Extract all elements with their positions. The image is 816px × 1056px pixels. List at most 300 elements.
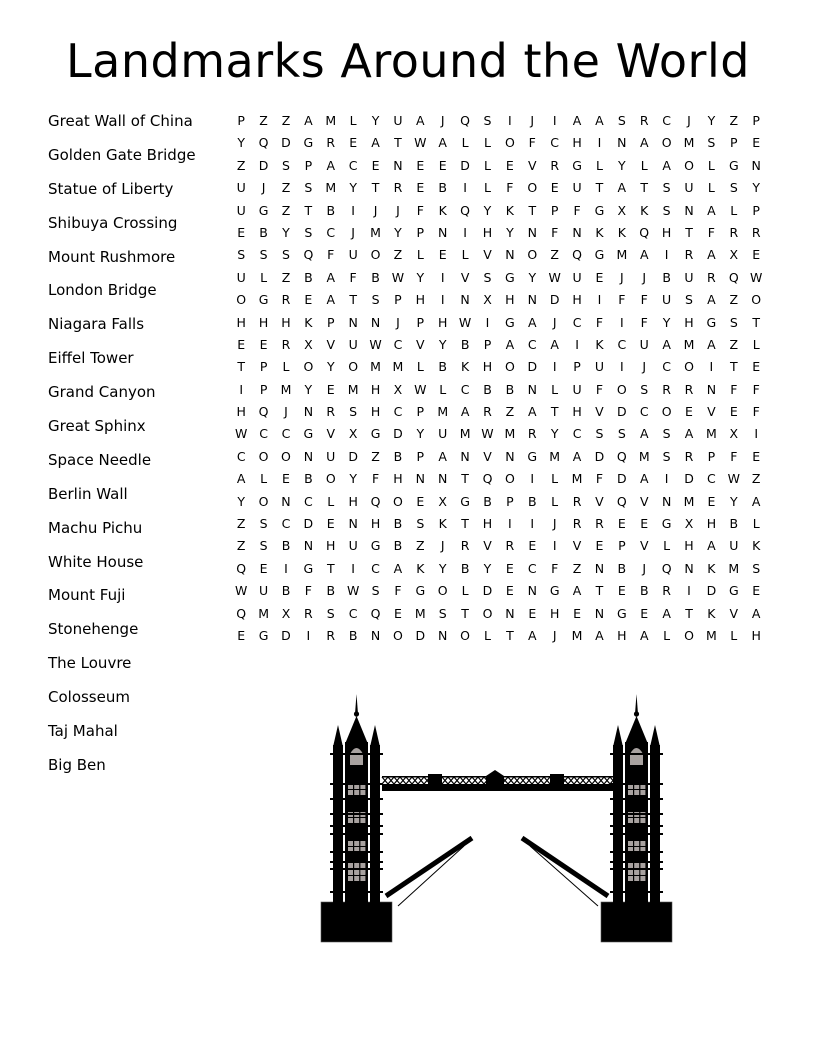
grid-cell[interactable]: B [326, 583, 336, 599]
grid-cell[interactable]: E [685, 404, 693, 420]
grid-cell[interactable]: H [661, 224, 672, 240]
grid-cell[interactable]: N [348, 516, 358, 532]
grid-cell[interactable]: I [485, 314, 490, 330]
grid-cell[interactable]: W [391, 269, 405, 285]
grid-cell[interactable]: C [348, 157, 358, 173]
grid-cell[interactable]: U [594, 359, 605, 375]
grid-cell[interactable]: F [752, 404, 760, 420]
grid-cell[interactable]: O [616, 381, 627, 397]
grid-cell[interactable]: W [369, 336, 382, 352]
grid-cell[interactable]: R [281, 336, 291, 352]
grid-cell[interactable]: C [281, 516, 291, 532]
grid-cell[interactable]: B [438, 180, 447, 196]
grid-cell[interactable]: R [281, 292, 291, 308]
grid-cell[interactable]: K [707, 560, 716, 576]
grid-cell[interactable]: V [639, 493, 649, 509]
grid-cell[interactable]: W [414, 381, 427, 397]
grid-cell[interactable]: A [460, 404, 470, 420]
grid-cell[interactable]: P [506, 493, 514, 509]
grid-cell[interactable]: Q [572, 247, 582, 263]
grid-cell[interactable]: K [640, 202, 649, 218]
grid-cell[interactable]: G [572, 157, 582, 173]
grid-cell[interactable]: A [707, 538, 716, 554]
grid-cell[interactable]: A [707, 336, 716, 352]
grid-cell[interactable]: B [729, 516, 739, 532]
grid-cell[interactable]: T [528, 202, 537, 218]
grid-cell[interactable]: T [326, 560, 335, 576]
grid-cell[interactable]: D [258, 157, 269, 173]
grid-cell[interactable]: U [572, 381, 582, 397]
grid-cell[interactable]: E [752, 359, 761, 375]
grid-cell[interactable]: Q [728, 269, 739, 285]
grid-cell[interactable]: G [728, 583, 739, 599]
grid-cell[interactable]: D [460, 157, 470, 173]
grid-cell[interactable]: L [663, 627, 671, 643]
grid-cell[interactable]: D [617, 404, 627, 420]
grid-cell[interactable]: G [706, 314, 717, 330]
grid-cell[interactable]: A [639, 426, 649, 442]
grid-cell[interactable]: S [282, 157, 290, 173]
grid-cell[interactable]: H [415, 292, 426, 308]
grid-cell[interactable]: B [281, 583, 291, 599]
grid-cell[interactable]: T [506, 627, 514, 643]
grid-cell[interactable]: Z [236, 157, 246, 173]
grid-cell[interactable]: K [595, 336, 604, 352]
grid-cell[interactable]: X [281, 605, 291, 621]
grid-cell[interactable]: B [371, 269, 380, 285]
grid-cell[interactable]: D [281, 627, 291, 643]
grid-cell[interactable]: S [595, 426, 604, 442]
grid-cell[interactable]: Z [236, 538, 246, 554]
grid-cell[interactable]: X [729, 426, 739, 442]
grid-cell[interactable]: U [348, 538, 358, 554]
grid-cell[interactable]: L [752, 336, 760, 352]
grid-cell[interactable]: A [550, 336, 559, 352]
grid-cell[interactable]: Y [349, 471, 357, 487]
grid-cell[interactable]: D [549, 292, 560, 308]
grid-cell[interactable]: L [663, 538, 671, 554]
grid-cell[interactable]: A [751, 605, 761, 621]
grid-cell[interactable]: A [595, 113, 604, 128]
grid-cell[interactable]: J [642, 560, 647, 576]
grid-cell[interactable]: R [595, 516, 604, 532]
grid-cell[interactable]: E [326, 516, 335, 532]
grid-cell[interactable]: U [348, 336, 358, 352]
grid-cell[interactable]: Z [550, 247, 559, 263]
grid-cell[interactable]: X [348, 426, 358, 442]
grid-cell[interactable]: Z [281, 269, 291, 285]
grid-cell[interactable]: B [304, 471, 313, 487]
grid-cell[interactable]: E [237, 224, 246, 240]
grid-cell[interactable]: M [325, 113, 337, 128]
grid-cell[interactable]: Q [661, 560, 672, 576]
grid-cell[interactable]: P [259, 381, 268, 397]
grid-cell[interactable]: C [281, 426, 291, 442]
grid-cell[interactable]: E [640, 605, 649, 621]
grid-cell[interactable]: Z [259, 113, 268, 128]
grid-cell[interactable]: G [594, 202, 605, 218]
grid-cell[interactable]: J [687, 113, 691, 128]
grid-cell[interactable]: S [617, 426, 626, 442]
grid-cell[interactable]: B [393, 448, 403, 464]
grid-cell[interactable]: Y [528, 269, 537, 285]
grid-cell[interactable]: A [527, 314, 537, 330]
grid-cell[interactable]: J [642, 359, 647, 375]
grid-cell[interactable]: E [752, 247, 761, 263]
grid-cell[interactable]: U [684, 180, 694, 196]
grid-cell[interactable]: O [684, 627, 694, 643]
grid-cell[interactable]: C [662, 113, 671, 128]
grid-cell[interactable]: R [639, 113, 649, 128]
grid-cell[interactable]: G [258, 627, 269, 643]
grid-cell[interactable]: B [639, 583, 649, 599]
grid-cell[interactable]: R [483, 404, 492, 420]
grid-cell[interactable]: L [260, 269, 268, 285]
grid-cell[interactable]: Y [662, 314, 671, 330]
grid-cell[interactable]: L [260, 471, 268, 487]
grid-cell[interactable]: P [416, 314, 425, 330]
grid-cell[interactable]: I [530, 516, 535, 532]
grid-cell[interactable]: R [505, 538, 515, 554]
grid-cell[interactable]: I [709, 359, 714, 375]
grid-cell[interactable]: T [371, 180, 380, 196]
grid-cell[interactable]: S [304, 180, 313, 196]
grid-cell[interactable]: A [393, 560, 403, 576]
grid-cell[interactable]: I [597, 292, 602, 308]
grid-cell[interactable]: E [438, 157, 447, 173]
grid-cell[interactable]: Q [258, 404, 269, 420]
grid-cell[interactable]: E [528, 605, 537, 621]
grid-cell[interactable]: S [259, 516, 268, 532]
grid-cell[interactable]: H [706, 516, 717, 532]
grid-cell[interactable]: N [303, 538, 314, 554]
grid-cell[interactable]: H [393, 471, 403, 487]
grid-cell[interactable]: F [707, 224, 715, 240]
grid-cell[interactable]: G [505, 314, 515, 330]
grid-cell[interactable]: A [527, 627, 537, 643]
grid-cell[interactable]: F [551, 224, 559, 240]
grid-cell[interactable]: Z [281, 202, 291, 218]
grid-cell[interactable]: H [236, 314, 246, 330]
grid-cell[interactable]: Z [281, 113, 291, 128]
grid-cell[interactable]: O [325, 471, 336, 487]
grid-cell[interactable]: Z [729, 113, 739, 128]
grid-cell[interactable]: M [728, 560, 740, 576]
grid-cell[interactable]: E [371, 157, 380, 173]
grid-cell[interactable]: S [729, 314, 738, 330]
grid-cell[interactable]: W [727, 471, 740, 487]
grid-cell[interactable]: I [440, 269, 445, 285]
grid-cell[interactable]: Q [236, 560, 247, 576]
grid-cell[interactable]: F [595, 314, 604, 330]
grid-cell[interactable]: S [371, 292, 380, 308]
grid-cell[interactable]: T [595, 583, 604, 599]
grid-cell[interactable]: A [326, 269, 336, 285]
grid-cell[interactable]: X [617, 202, 627, 218]
grid-cell[interactable]: M [683, 135, 695, 151]
grid-cell[interactable]: P [752, 202, 760, 218]
grid-cell[interactable]: B [281, 538, 291, 554]
grid-cell[interactable]: Z [236, 516, 246, 532]
grid-cell[interactable]: F [595, 471, 604, 487]
grid-cell[interactable]: A [236, 471, 246, 487]
grid-cell[interactable]: R [729, 224, 739, 240]
grid-cell[interactable]: Y [416, 426, 425, 442]
grid-cell[interactable]: W [548, 269, 561, 285]
grid-cell[interactable]: O [751, 292, 762, 308]
grid-cell[interactable]: G [370, 426, 381, 442]
grid-cell[interactable]: S [237, 247, 246, 263]
grid-cell[interactable]: A [572, 113, 582, 128]
grid-cell[interactable]: I [463, 224, 467, 240]
grid-cell[interactable]: M [706, 426, 717, 442]
grid-cell[interactable]: K [752, 538, 761, 554]
grid-cell[interactable]: W [481, 426, 494, 442]
grid-cell[interactable]: X [393, 381, 403, 397]
grid-cell[interactable]: S [483, 269, 492, 285]
grid-cell[interactable]: S [662, 448, 671, 464]
grid-cell[interactable]: Y [349, 180, 357, 196]
grid-cell[interactable]: C [550, 135, 560, 151]
grid-cell[interactable]: R [326, 627, 336, 643]
grid-cell[interactable]: E [349, 135, 358, 151]
grid-cell[interactable]: G [661, 516, 672, 532]
grid-cell[interactable]: T [685, 605, 693, 621]
grid-cell[interactable]: C [617, 336, 627, 352]
grid-cell[interactable]: T [729, 359, 738, 375]
grid-cell[interactable]: I [440, 292, 445, 308]
grid-cell[interactable]: K [505, 202, 514, 218]
grid-cell[interactable]: V [527, 157, 537, 173]
grid-cell[interactable]: I [687, 583, 691, 599]
grid-cell[interactable]: V [483, 538, 492, 554]
grid-cell[interactable]: H [482, 516, 493, 532]
grid-cell[interactable]: T [461, 471, 469, 487]
grid-cell[interactable]: N [438, 224, 448, 240]
grid-cell[interactable]: C [371, 560, 380, 576]
grid-cell[interactable]: B [438, 359, 447, 375]
grid-cell[interactable]: P [259, 359, 268, 375]
grid-cell[interactable]: E [438, 247, 447, 263]
grid-cell[interactable]: U [259, 583, 269, 599]
grid-cell[interactable]: H [438, 314, 448, 330]
grid-cell[interactable]: T [461, 516, 469, 532]
grid-cell[interactable]: E [259, 336, 268, 352]
grid-cell[interactable]: F [551, 560, 559, 576]
grid-cell[interactable]: Y [282, 224, 290, 240]
grid-cell[interactable]: A [371, 135, 380, 151]
grid-cell[interactable]: U [236, 180, 246, 196]
grid-cell[interactable]: N [505, 448, 515, 464]
grid-cell[interactable]: S [662, 426, 671, 442]
grid-cell[interactable]: C [236, 448, 246, 464]
grid-cell[interactable]: S [729, 180, 738, 196]
grid-cell[interactable]: N [303, 404, 314, 420]
grid-cell[interactable]: W [749, 269, 763, 285]
grid-cell[interactable]: Y [394, 224, 402, 240]
grid-cell[interactable]: F [640, 292, 648, 308]
grid-cell[interactable]: O [482, 605, 493, 621]
grid-cell[interactable]: X [483, 292, 492, 308]
grid-cell[interactable]: K [304, 314, 313, 330]
grid-cell[interactable]: Y [371, 113, 380, 128]
grid-cell[interactable]: S [640, 381, 649, 397]
grid-cell[interactable]: U [438, 426, 448, 442]
grid-cell[interactable]: F [730, 448, 738, 464]
grid-cell[interactable]: P [416, 404, 425, 420]
grid-cell[interactable]: E [528, 538, 537, 554]
grid-cell[interactable]: A [662, 157, 671, 173]
grid-cell[interactable]: I [508, 516, 512, 532]
grid-cell[interactable]: N [661, 493, 672, 509]
grid-cell[interactable]: R [684, 381, 694, 397]
grid-cell[interactable]: O [504, 359, 515, 375]
grid-cell[interactable]: H [572, 135, 582, 151]
grid-cell[interactable]: G [370, 538, 381, 554]
grid-cell[interactable]: H [684, 538, 694, 554]
grid-cell[interactable]: A [595, 627, 604, 643]
grid-cell[interactable]: I [575, 336, 579, 352]
grid-cell[interactable]: L [707, 157, 715, 173]
grid-cell[interactable]: A [662, 336, 671, 352]
grid-cell[interactable]: K [595, 224, 604, 240]
grid-cell[interactable]: E [416, 157, 425, 173]
grid-cell[interactable]: E [393, 605, 402, 621]
grid-cell[interactable]: I [664, 247, 669, 263]
grid-cell[interactable]: Q [639, 224, 650, 240]
grid-cell[interactable]: G [303, 560, 314, 576]
grid-cell[interactable]: T [685, 224, 693, 240]
grid-cell[interactable]: A [505, 336, 515, 352]
grid-cell[interactable]: T [304, 202, 313, 218]
grid-cell[interactable]: P [483, 336, 492, 352]
grid-cell[interactable]: S [662, 180, 671, 196]
grid-cell[interactable]: P [326, 314, 335, 330]
grid-cell[interactable]: M [504, 426, 516, 442]
grid-cell[interactable]: Q [370, 493, 381, 509]
grid-cell[interactable]: L [282, 359, 290, 375]
grid-cell[interactable]: N [460, 292, 470, 308]
grid-cell[interactable]: H [751, 627, 761, 643]
grid-cell[interactable]: E [259, 560, 268, 576]
grid-cell[interactable]: F [304, 583, 312, 599]
grid-cell[interactable]: S [438, 605, 447, 621]
grid-cell[interactable]: L [484, 135, 491, 151]
grid-cell[interactable]: O [281, 448, 291, 464]
grid-cell[interactable]: L [551, 493, 559, 509]
grid-cell[interactable]: C [572, 426, 582, 442]
grid-cell[interactable]: N [594, 605, 605, 621]
grid-cell[interactable]: F [595, 381, 604, 397]
grid-cell[interactable]: R [460, 538, 470, 554]
grid-cell[interactable]: A [572, 448, 582, 464]
grid-cell[interactable]: U [326, 448, 336, 464]
grid-cell[interactable]: O [460, 627, 471, 643]
grid-cell[interactable]: E [326, 381, 335, 397]
grid-cell[interactable]: O [236, 292, 247, 308]
grid-cell[interactable]: V [326, 426, 336, 442]
grid-cell[interactable]: O [370, 247, 381, 263]
grid-cell[interactable]: D [527, 359, 538, 375]
grid-cell[interactable]: P [394, 292, 402, 308]
grid-cell[interactable]: S [259, 538, 268, 554]
grid-cell[interactable]: L [461, 247, 469, 263]
grid-cell[interactable]: O [504, 471, 515, 487]
grid-cell[interactable]: A [438, 135, 447, 151]
grid-cell[interactable]: L [551, 471, 559, 487]
grid-cell[interactable]: R [550, 157, 559, 173]
grid-cell[interactable]: N [438, 627, 448, 643]
grid-cell[interactable]: A [617, 180, 627, 196]
grid-cell[interactable]: I [530, 471, 535, 487]
grid-cell[interactable]: E [707, 493, 716, 509]
grid-cell[interactable]: H [549, 605, 560, 621]
grid-cell[interactable]: I [664, 471, 669, 487]
grid-cell[interactable]: Q [482, 471, 493, 487]
grid-cell[interactable]: E [595, 269, 604, 285]
grid-cell[interactable]: R [393, 180, 403, 196]
grid-cell[interactable]: X [438, 493, 447, 509]
grid-cell[interactable]: A [527, 404, 537, 420]
grid-cell[interactable]: D [348, 448, 358, 464]
grid-cell[interactable]: A [662, 605, 671, 621]
grid-cell[interactable]: Y [506, 224, 514, 240]
grid-cell[interactable]: Y [752, 180, 760, 196]
grid-cell[interactable]: P [550, 202, 559, 218]
grid-cell[interactable]: L [461, 583, 469, 599]
grid-cell[interactable]: C [326, 224, 336, 240]
grid-cell[interactable]: M [392, 359, 404, 375]
grid-cell[interactable]: B [304, 269, 313, 285]
grid-cell[interactable]: U [639, 336, 649, 352]
grid-cell[interactable]: A [707, 292, 716, 308]
grid-cell[interactable]: E [550, 180, 559, 196]
grid-cell[interactable]: R [751, 224, 761, 240]
grid-cell[interactable]: M [706, 627, 717, 643]
grid-cell[interactable]: G [549, 583, 560, 599]
grid-cell[interactable]: M [414, 605, 426, 621]
grid-cell[interactable]: I [463, 180, 467, 196]
grid-cell[interactable]: H [572, 292, 582, 308]
grid-cell[interactable]: N [303, 448, 314, 464]
grid-cell[interactable]: A [326, 292, 336, 308]
grid-cell[interactable]: M [437, 404, 449, 420]
grid-cell[interactable]: E [416, 180, 425, 196]
grid-cell[interactable]: E [752, 448, 761, 464]
grid-cell[interactable]: Y [304, 381, 313, 397]
grid-cell[interactable]: V [707, 404, 716, 420]
grid-cell[interactable]: L [752, 516, 760, 532]
grid-cell[interactable]: Z [505, 404, 515, 420]
grid-cell[interactable]: C [348, 605, 358, 621]
grid-cell[interactable]: A [707, 247, 716, 263]
grid-cell[interactable]: B [617, 560, 627, 576]
grid-cell[interactable]: Q [460, 113, 471, 128]
grid-cell[interactable]: Y [237, 135, 246, 151]
grid-cell[interactable]: Y [618, 157, 626, 173]
grid-cell[interactable]: L [416, 359, 424, 375]
grid-cell[interactable]: W [235, 583, 248, 599]
grid-cell[interactable]: A [572, 583, 582, 599]
grid-cell[interactable]: E [640, 516, 649, 532]
grid-cell[interactable]: U [684, 269, 694, 285]
grid-cell[interactable]: M [258, 605, 269, 621]
grid-cell[interactable]: H [617, 627, 627, 643]
grid-cell[interactable]: L [595, 157, 603, 173]
grid-cell[interactable]: N [505, 247, 515, 263]
grid-cell[interactable]: A [639, 471, 649, 487]
grid-cell[interactable]: C [527, 336, 537, 352]
